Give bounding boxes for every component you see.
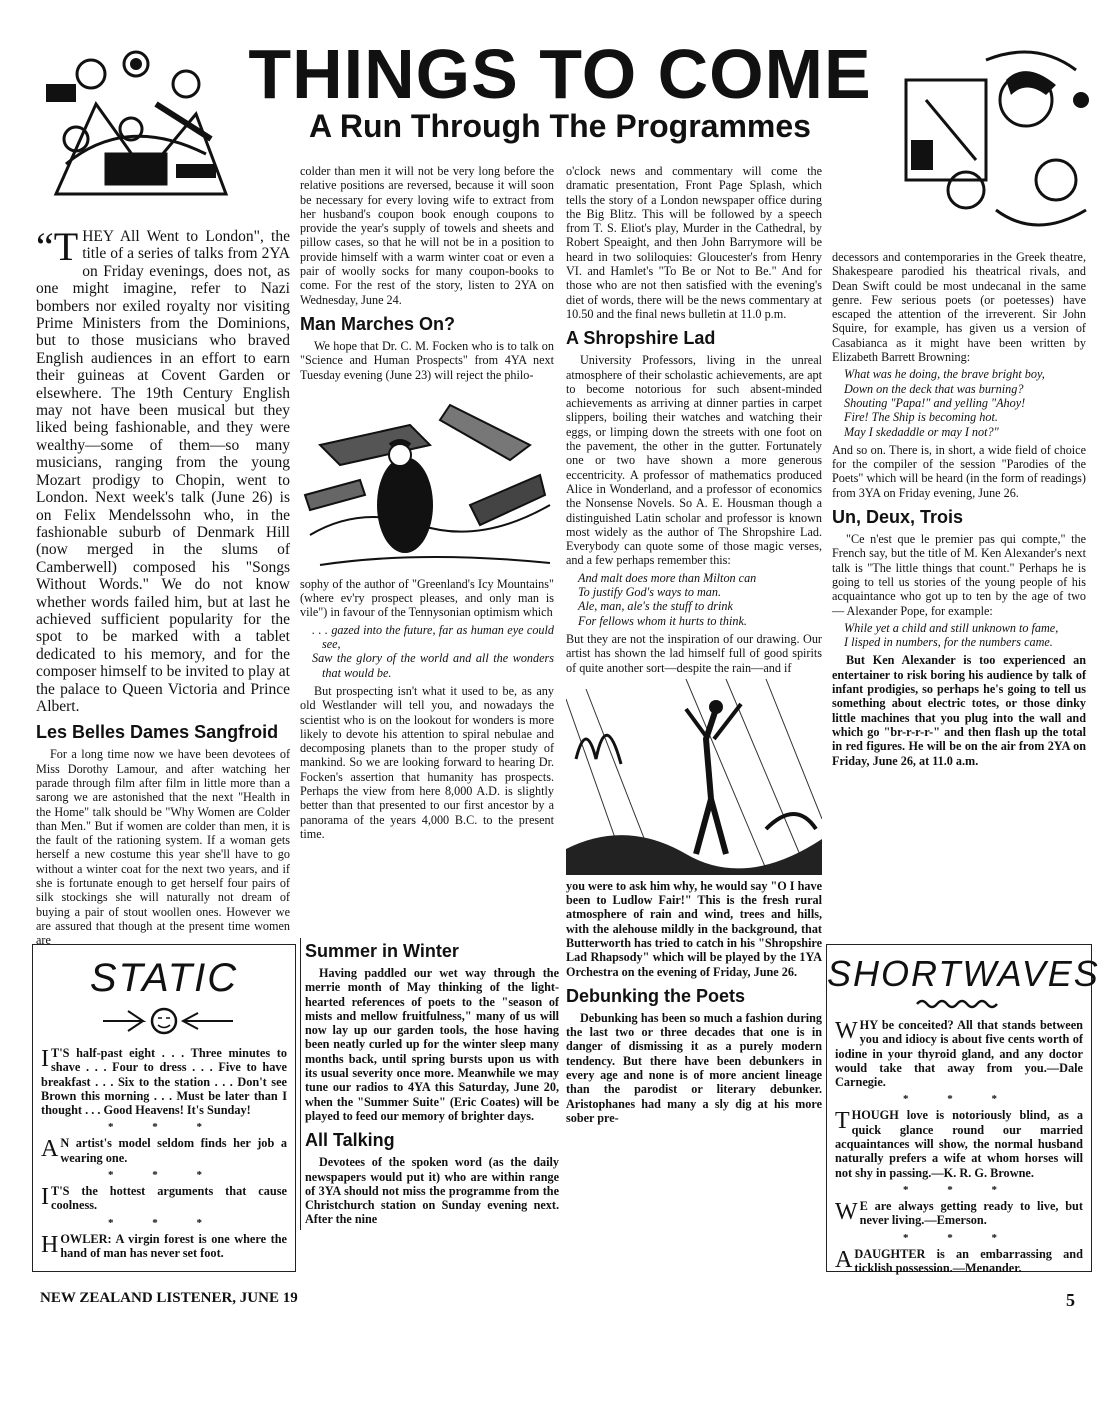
separator-stars: * * * — [108, 1121, 220, 1134]
shortwaves-item: W E are always getting ready to live, but never living.—Emerson. — [835, 1198, 1083, 1228]
parody-verse: What was he doing, the brave bright boy, Down on the deck that was burning? Shouting "Papa!" and yelling "Ahoy! Fire! The Ship is becoming hot. May I skedaddle or may I not?" — [844, 367, 1045, 439]
shortwaves-items — [827, 1016, 1091, 1281]
heading-all-talking: All Talking — [305, 1130, 395, 1151]
talking-paragraph: Devotees of the spoken word (as the daily newspapers would put it) who are within range of 3YA should not miss the programme from the Christchurch station on Sunday evening next. After the nine — [305, 1155, 559, 1227]
shortwaves-title: SHORTWAVES — [827, 953, 1100, 994]
static-item: I T'S the hottest arguments that cause coolness. — [41, 1184, 287, 1213]
heading-un-deux-trois: Un, Deux, Trois — [832, 507, 964, 528]
static-item: I T'S half-past eight . . . Three minutes to shave . . . Four to dress . . . Five to have breakfast . . . Six to the station . . . Don't see Brown this morning . . . Must be later than I thought . . . Good Heavens! It's Sunday! — [41, 1046, 287, 1118]
static-items — [33, 1046, 295, 1260]
static-squiggle-logo — [33, 1001, 295, 1041]
musicians-cartoon-illustration — [36, 44, 236, 204]
wave-divider-icon — [827, 997, 1091, 1011]
page-subtitle: A Run Through The Programmes — [309, 108, 811, 144]
shortwaves-box — [826, 944, 1100, 1275]
shropshire-paragraph-3: you were to ask him why, he would say "O I have been to Ludlow Fair!" This is the fresh rural atmosphere of rain and wind, trees and hills, with the alehouse mildly in the background, that Butterworth has tried to catch in his "Shropshire Lad Rhapsody" which will be played by the 1YA Orchestra on the evening of Friday, June 26. — [566, 878, 822, 979]
debunk-paragraph: Debunking has been so much a fashion during the last two or three decades that one is in danger of dismissing it as a purely modern tendency. But there have been debunkers in every age and none is of more ancient lineage than the parodist or literary debunker. Aristophanes had many a sly dig at his more sober pre- — [566, 1010, 822, 1125]
column-2 — [300, 164, 554, 844]
static-item: HOWLER: A virgin forest is one where the hand of man has never set foot. — [41, 1231, 287, 1260]
shropshire-paragraph-2: But they are not the inspiration of our drawing. Our artist has shown the lad himself full of good spirits of quite another sort—despite the rain—and if — [566, 631, 822, 675]
belles-paragraph: For a long time now we have been devotees of Miss Dorothy Lamour, and after watching her parade through film after film in little more than a sarong we are astonished that the next "Health in the Home" talk should be "Why Women are Colder than Men." But if women are colder than men, it is the fault of the rationing system. If a woman gets herself a new costume this year she'll have to go without a winter coat for the next two years, and if she is fortunate enough to get herself four pairs of silk stockings she will naturally not dream of buying a pair of stout woollen ones. However we are assured that though at the present time women are — [36, 747, 290, 948]
heading-summer-in-winter: Summer in Winter — [305, 941, 459, 961]
shortwaves-item: A DAUGHTER is an embarrassing and ticklish possession.—Menander. — [835, 1246, 1083, 1275]
separator-stars: * * * — [108, 1169, 220, 1182]
static-box — [32, 944, 296, 1272]
intro-drop-cap: “T — [36, 224, 79, 269]
footer-publication-line: NEW ZEALAND LISTENER, JUNE 19 — [40, 1290, 298, 1306]
man-paragraph-1: We hope that Dr. C. M. Focken who is to talk on "Science and Human Prospects" from 4YA next Tuesday evening (June 23) will reject the philo- — [300, 338, 554, 382]
static-item: A N artist's model seldom finds her job a wearing one. — [41, 1136, 287, 1165]
page-title: THINGS TO COME — [248, 35, 872, 113]
col4-continuation: decessors and contemporaries in the Greek theatre, Shakespeare parodied his theatrical rivals, and Dean Swift could be most undecanal in the same genre. Few serious poets (or poetesses) have escaped the attention of the irreverent. Sir John Squire, for example, has given us a version of Casabianca as it might have been written by Elizabeth Barrett Browning: — [832, 250, 1086, 365]
col2-continuation: colder than men it will not be very long before the relative positions are reversed, because it will soon be necessary for every loving wife to extract from her husband's coupon book enough coupons to provide the year's supply of towels and sheets and pillow cases, so that he will not be in a position to provide himself with a warm winter coat or even a pair of woolly socks for many coupon-books to come. For the rest of the story, listen to 2YA on Wednesday, June 24. — [300, 164, 554, 307]
column-3 — [566, 164, 822, 1128]
housman-verse: And malt does more than Milton can To justify God's ways to man. Ale, man, ale's the stuff to drink For fellows whom it hurts to think. — [578, 570, 757, 628]
scientist-cartoon-illustration — [300, 385, 554, 573]
separator-stars: * * * — [903, 1231, 1015, 1244]
tennyson-verse: . . . gazed into the future, far as human eye could see, Saw the glory of the world and all the wonders that would be. — [312, 622, 554, 680]
shortwaves-item: WHY be conceited? All that stands between you and idiocy is about five cents worth of iodine in your thyroid gland, and any doctor would take that away from you.—Dale Carnegie. — [835, 1018, 1083, 1090]
pope-verse: While yet a child and still unknown to fame, I lisped in numbers, for the numbers came. — [844, 620, 1059, 650]
heading-les-belles-dames: Les Belles Dames Sangfroid — [36, 722, 279, 743]
separator-stars: * * * — [903, 1093, 1015, 1106]
col4-paragraph-2: And so on. There is, in short, a wide field of choice for the compiler of the session "Parodies of the Poets" which will be heard (in the form of readings) from 3YA on Friday evening, June 26. — [832, 442, 1086, 500]
shortwaves-item: THOUGH love is notoriously blind, as a quick glance round our married acquaintances will show, the normal husband naturally prefers a wife at whom horses will not shy in passing.—K. R. G. Browne. — [835, 1108, 1083, 1180]
performers-cartoon-illustration — [896, 40, 1096, 240]
heading-shropshire-lad: A Shropshire Lad — [566, 328, 716, 349]
man-paragraph-2: sophy of the author of "Greenland's Icy Mountains" (where ev'ry prospect pleases, and only man is vile") in favour of the Tennysonian optimism which — [300, 576, 554, 620]
deux-paragraph-1: "Ce n'est que le premier pas qui compte," the French say, but the title of M. Ken Alexander's next talk is "The little things that count." Perhaps he is going to tell us stories of the young people of his acquaintance who got up to ten by the age of two — Alexander Pope, for example: — [832, 532, 1086, 618]
heading-man-marches-on: Man Marches On? — [300, 313, 456, 334]
column-4 — [832, 250, 1086, 771]
heading-debunking-the-poets: Debunking the Poets — [566, 985, 746, 1006]
intro-paragraph: “THEY All Went to London", the title of a series of talks from 2YA on Friday evenings, does not, as one might imagine, refer to Nazi bombers nor exiled royalty nor visiting Prime Ministers from the Dominions, but to those musicians who braved English audiences in an effort to earn their guineas at Covent Garden or elsewhere. The 19th Century English may not have been musical but they liked being fashionable, and they were wealthy—some of them—so many musicians, ranging from the young Mozart prodigy to Chopin, went to London. Next week's talk (June 26) is on Felix Mendelssohn who, in the fashionable suburb of Denmark Hill (now merged in the slums of Camberwell) composed his "Songs Without Words." We do not know whether words failed him, but at last he achieved sufficient popularity for the spot to be marked with a tablet dedicated to his memory, and for the composer himself to be invited to play at the palace to Queen Victoria and Prince Albert. — [36, 224, 290, 715]
separator-stars: * * * — [108, 1216, 220, 1229]
separator-stars: * * * — [903, 1183, 1015, 1196]
shropshire-lad-illustration — [566, 679, 822, 875]
shropshire-paragraph-1: University Professors, living in the unreal atmosphere of their scholastic achievements, are apt to become notorious for such absent-minded achievements as arriving at dinner parties in carpet slippers, boiling their watches and watching their eggs, or limping down the streets with one foot on the pavement, the other in the gutter. Fortunately one or two have shown a more generous eccentricity. A professor of mathematics produced Alice in Wonderland, and a professor of economics the Nonsense Novels. So A. E. Housman though a distinguished Latin scholar and professor is known most widely as the author of The Shropshire Lad. Everybody can quote some of those magic verses, and a few perhaps remember this: — [566, 353, 822, 568]
man-paragraph-3: But prospecting isn't what it used to be, as any old Westlander will tell you, and nowadays the scientist who is on the lookout for wonders is more likely to devote his attention to spiral nebulae and decomposing planets than to the proper study of mankind. So we are looking forward to hearing Dr. Focken's assertion that humanity has prospects. Perhaps the view from here 8,000 A.D. is slightly better than that presented to our first ancestor by a panorama of the years 4,000 B.C. to the present time. — [300, 683, 554, 841]
column-1 — [36, 224, 290, 951]
column-2-lower — [300, 938, 559, 1230]
page-number: 5 — [1066, 1290, 1075, 1310]
deux-paragraph-2: But Ken Alexander is too experienced an entertainer to risk boring his audience by talk of infant prodigies, so perhaps he's going to tell us something about electric totes, or those dinky little machines that you plug into the wall and which go "br-r-r-r-" and then flash up the total in red figures. He will be on the air from 2YA on Friday, June 26, at 11.0 a.m. — [832, 653, 1086, 768]
summer-paragraph: Having paddled our wet way through the merrie month of May thinking of the light-hearted references of poets to the "season of mists and mellow fruitfulness," many of us will now lay up our garden tools, the hose having been neatly curled up for the winter sleep many months back, until spring bursts upon us with its usual severity once more. Meanwhile we may tune our radios to 4YA this Saturday, June 20, when the "Summer Suite" (Eric Coates) will be played to feed our memory of brighter days. — [305, 966, 559, 1123]
col3-continuation: o'clock news and commentary will come the dramatic presentation, Front Page Splash, which tells the story of a London newspaper office during the Big Blitz. This will be followed by a speech from T. S. Eliot's play, Murder in the Cathedral, by Robert Speaight, and then John Barrymore will be heard in two soliloquies: Gloucester's from Henry VI. and Hamlet's "To Be or Not to Be." And for those who are not then satisfied with the evening's diet of words, there will be the news commentary at 10.50 and the final news bulletin at 11.0 p.m. — [566, 164, 822, 321]
static-title: STATIC — [89, 956, 239, 1000]
